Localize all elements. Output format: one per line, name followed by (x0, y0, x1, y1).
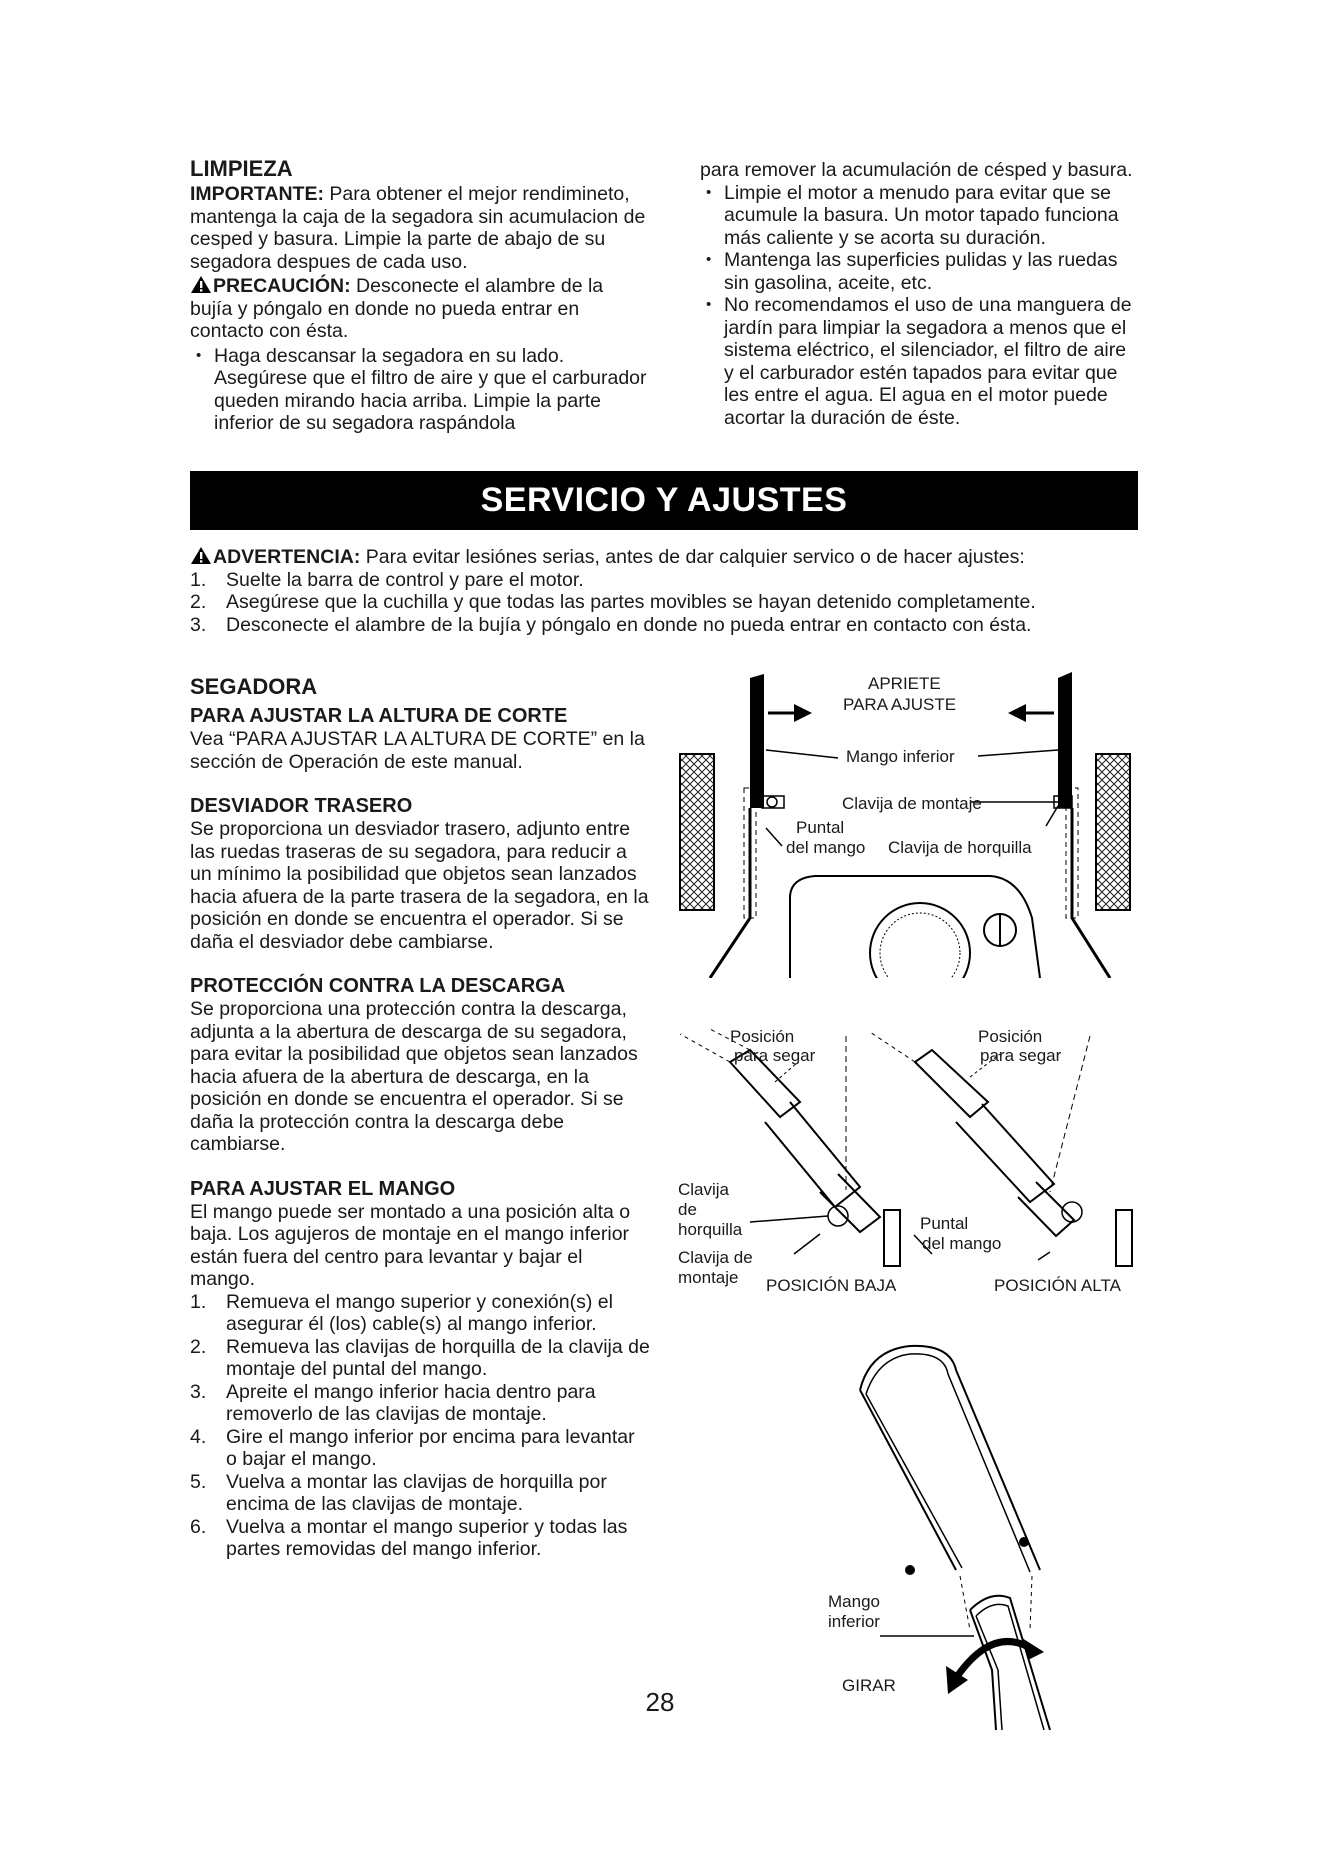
mango-text: El mango puede ser montado a una posición alta o baja. Los agujeros de montaje en el mango inferior están fuera del centro para levantar y bajar el mango. (190, 1200, 631, 1290)
item-number: 2. (190, 591, 207, 613)
list-item (190, 1291, 650, 1336)
item-number: 1. (190, 568, 207, 591)
altura-text: Vea “PARA AJUSTAR LA ALTURA DE CORTE” en la sección de Operación de este manual. (190, 728, 645, 773)
advertencia-text: Para evitar lesiónes serias, antes de dar calquier servico o de hacer ajustes: (360, 546, 1025, 568)
del-mango-label: del mango (786, 838, 866, 857)
advertencia-block (190, 546, 1150, 636)
item-number: 5. (190, 1470, 207, 1493)
item-text: Apreite el mango inferior hacia dentro para removerlo de las clavijas de montaje. (226, 1380, 596, 1425)
handle-positions-diagram (670, 1022, 1150, 1302)
item-text: Gire el mango inferior por encima para levantar o bajar el mango. (226, 1425, 635, 1470)
item-number: 2. (190, 1335, 207, 1358)
altura-heading: PARA AJUSTAR LA ALTURA DE CORTE (190, 705, 568, 727)
clavija-de-label: Clavija de (678, 1248, 753, 1267)
posicion-right-label: Posición (978, 1027, 1043, 1046)
de-label: de (678, 1200, 697, 1219)
posicion-left-label: Posición (730, 1027, 795, 1046)
segadora-section (190, 674, 650, 1561)
mango-inferior-label: Mango inferior (846, 747, 955, 766)
desviador-text: Se proporciona un desviador trasero, adjunto entre las ruedas traseras de su segadora, para reducir a un mínimo la posibilidad que objetos sean lanzados hacia afuera de la parte trasera de la segadora, en la posición en donde se encuentra el operador. Si se daña el desviador debe cambiarse. (190, 818, 649, 953)
del-mango-label: del mango (922, 1234, 1002, 1253)
item-number: 3. (190, 1380, 207, 1403)
handle-mount-diagram (670, 668, 1150, 978)
para-segar-right-label: para segar (980, 1046, 1062, 1065)
clavija-horquilla-label: Clavija de horquilla (888, 838, 1032, 857)
item-text: Desconecte el alambre de la bujía y póngalo en donde no pueda entrar en contacto con ésta. (226, 613, 1032, 636)
item-text: Vuelva a montar las clavijas de horquilla por encima de las clavijas de montaje. (226, 1470, 607, 1515)
list-item (190, 1426, 650, 1471)
list-item: • Limpie el motor a menudo para evitar que se acumule la basura. Un motor tapado funciona más caliente y se acorta su duración. (700, 182, 1140, 250)
page-number: 28 (645, 1687, 675, 1717)
limpieza-section-right (700, 159, 1140, 429)
section-banner: SERVICIO Y AJUSTES (190, 471, 1138, 530)
limpieza-section-left (190, 156, 650, 435)
importante-paragraph (190, 183, 650, 273)
limpieza-continuation: para remover la acumulación de césped y basura. (700, 159, 1133, 181)
mango-label: Mango (828, 1592, 880, 1611)
importante-label: IMPORTANTE: (190, 183, 324, 205)
girar-label: GIRAR (842, 1676, 896, 1695)
precaucion-paragraph (190, 275, 650, 343)
list-item (190, 1516, 650, 1561)
mango-steps (190, 1291, 650, 1561)
list-item (190, 591, 1150, 614)
importante-text: Para obtener el mejor rendimineto, mantenga la caja de la segadora sin acumulacion de cesped y basura. Limpie la parte de abajo de su segadora despues de cada uso. (190, 183, 646, 273)
list-item (190, 614, 1150, 637)
advertencia-list (190, 569, 1150, 637)
item-number: 3. (190, 613, 207, 636)
puntal-label: Puntal (796, 818, 845, 837)
apriete-label: APRIETE (868, 674, 941, 693)
item-text: Suelte la barra de control y pare el motor. (226, 568, 584, 591)
list-item (190, 1381, 650, 1426)
list-item (190, 569, 1150, 592)
mango-heading: PARA AJUSTAR EL MANGO (190, 1177, 456, 1200)
clavija-label: Clavija (678, 1180, 730, 1199)
montaje-label: montaje (678, 1268, 739, 1287)
item-text: Asegúrese que la cuchilla y que todas las partes movibles se hayan detenido completamente. (226, 591, 1036, 613)
proteccion-heading: PROTECCIÓN CONTRA LA DESCARGA (190, 975, 566, 997)
item-text: Remueva el mango superior y conexión(s) el asegurar él (los) cable(s) al mango inferior. (226, 1290, 613, 1335)
list-item: • Mantenga las superficies pulidas y las ruedas sin gasolina, aceite, etc. (700, 249, 1140, 294)
precaucion-text: Desconecte el alambre de la bujía y póngalo en donde no pueda entrar en contacto con ésta. (190, 275, 604, 342)
item-number: 1. (190, 1290, 207, 1313)
item-number: 4. (190, 1425, 207, 1448)
limpieza-bullets-right (700, 182, 1140, 430)
desviador-heading: DESVIADOR TRASERO (190, 795, 413, 817)
limpieza-bullets-left (190, 345, 650, 435)
segadora-heading: SEGADORA (190, 674, 318, 699)
item-number: 6. (190, 1515, 207, 1538)
puntal-label: Puntal (920, 1214, 969, 1233)
inferior-label: inferior (828, 1612, 880, 1631)
precaucion-label: PRECAUCIÓN: (213, 275, 351, 297)
warning-icon (190, 275, 212, 294)
limpieza-heading: LIMPIEZA (190, 156, 293, 181)
item-text: Remueva las clavijas de horquilla de la clavija de montaje del puntal del mango. (226, 1335, 650, 1380)
list-item (190, 1336, 650, 1381)
advertencia-paragraph (190, 546, 1150, 569)
clavija-montaje-label: Clavija de montaje (842, 794, 982, 813)
warning-icon (190, 546, 212, 565)
item-text: Vuelva a montar el mango superior y todas las partes removidas del mango inferior. (226, 1515, 628, 1560)
para-ajuste-label: PARA AJUSTE (843, 695, 957, 714)
handle-mount-illustration (670, 668, 1150, 978)
para-segar-left-label: para segar (734, 1046, 816, 1065)
proteccion-text: Se proporciona una protección contra la descarga, adjunta a la abertura de descarga de su segadora, para evitar la posibilidad que objetos sean lanzados hacia afuera de la abertura de descarga, en la posición en donde se encuentra el operador. Si se daña la protección contra la descarga debe cambiarse. (190, 998, 638, 1155)
advertencia-label: ADVERTENCIA: (213, 546, 361, 568)
posicion-baja-label: POSICIÓN BAJA (766, 1276, 897, 1295)
posicion-alta-label: POSICIÓN ALTA (994, 1276, 1121, 1295)
rotate-handle-diagram (760, 1330, 1080, 1730)
rotate-handle-illustration (760, 1330, 1080, 1730)
list-item: • No recomendamos el uso de una manguera de jardín para limpiar la segadora a menos que el sistema eléctrico, el silenciador, el filtro de aire y el carburador estén tapados para evitar que les entre el agua. El agua en el motor puede acortar la duración de éste. (700, 294, 1140, 429)
list-item (190, 1471, 650, 1516)
list-item: • Haga descansar la segadora en su lado. Asegúrese que el filtro de aire y que el carburador queden mirando hacia arriba. Limpie la parte inferior de su segadora raspándola (190, 345, 650, 435)
horquilla-label: horquilla (678, 1220, 743, 1239)
